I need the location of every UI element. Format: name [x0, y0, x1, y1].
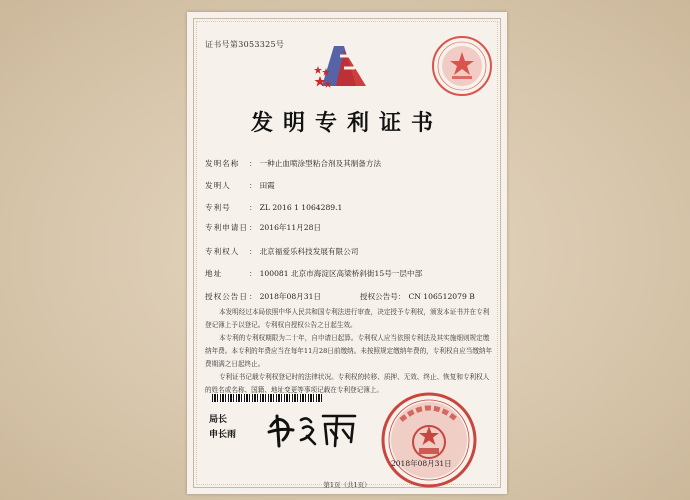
filing-date-row: 专利申请日： 2016年11月28日 — [205, 223, 322, 232]
address-value: 100081 北京市海淀区高梁桥斜街15号一层中部 — [259, 269, 423, 278]
page-number: 第1页（共1页） — [323, 481, 371, 489]
inventor-label: 发明人 — [205, 181, 231, 190]
grant-info-row: 授权公告日： 2018年08月31日 授权公告号： CN 106512079 B — [205, 292, 475, 301]
address-row: 地址 ： 100081 北京市海淀区高梁桥斜街15号一层中部 — [205, 269, 423, 278]
patent-number-label: 专利号 — [205, 203, 231, 212]
director-name: 申长雨 — [209, 430, 237, 440]
grant-number-label: 授权公告号 — [359, 292, 398, 301]
certificate-title: 发明专利证书 — [250, 110, 443, 136]
inventor-value: 田霞 — [259, 181, 275, 190]
patent-office-seal-icon — [430, 34, 494, 98]
patentee-row: 专利权人 ： 北京福爱乐科技发展有限公司 — [205, 247, 359, 256]
grant-date-label: 授权公告日 — [205, 292, 248, 301]
filing-date-label: 专利申请日 — [205, 223, 248, 232]
patent-number-value: ZL 2016 1 1064289.1 — [259, 203, 343, 212]
body-paragraph: 专利证书记载专利权登记时的法律状况。专利权的转移、质押、无效、终止、恢复和专利权人的姓名或名称、国籍、地址变更等事项记载在专利登记簿上。 — [205, 373, 490, 394]
patent-certificate — [187, 12, 507, 494]
barcode — [212, 394, 322, 402]
sipo-emblem-icon — [314, 36, 376, 98]
patentee-value: 北京福爱乐科技发展有限公司 — [259, 247, 359, 256]
address-label: 地址 — [205, 269, 223, 278]
director-signature-icon — [265, 406, 361, 450]
grant-number-value: CN 106512079 B — [408, 292, 475, 301]
patentee-label: 专利权人 — [205, 247, 240, 256]
director-title: 局长 — [209, 415, 228, 425]
body-paragraph: 本发明经过本局依照中华人民共和国专利法进行审查，决定授予专利权，颁发本证书并在专利登记簿上予以登记。专利权自授权公告之日起生效。 — [205, 308, 490, 329]
invention-name-row: 发明名称 ： 一种止血喷涂型粘合剂及其制备方法 — [205, 159, 382, 168]
invention-name-value: 一种止血喷涂型粘合剂及其制备方法 — [259, 159, 382, 168]
invention-name-label: 发明名称 — [205, 159, 240, 168]
certificate-body-text — [205, 306, 495, 397]
grant-date-value: 2018年08月31日 — [259, 292, 322, 301]
seal-date: 2018年08月31日 — [391, 459, 452, 468]
inventor-row: 发明人 ： 田霞 — [205, 181, 275, 190]
national-ip-administration-seal-icon — [379, 390, 479, 490]
certificate-number: 证书号第3053325号 — [205, 40, 285, 49]
body-paragraph: 本专利的专利权期限为二十年，自申请日起算。专利权人应当依照专利法及其实施细则规定缴纳年费。本专利的年费应当在每年11月28日前缴纳。未按照规定缴纳年费的，专利权自应当缴纳年费期满之日起终止。 — [205, 334, 493, 368]
patent-number-row: 专利号 ： ZL 2016 1 1064289.1 — [205, 203, 343, 212]
filing-date-value: 2016年11月28日 — [259, 223, 322, 232]
